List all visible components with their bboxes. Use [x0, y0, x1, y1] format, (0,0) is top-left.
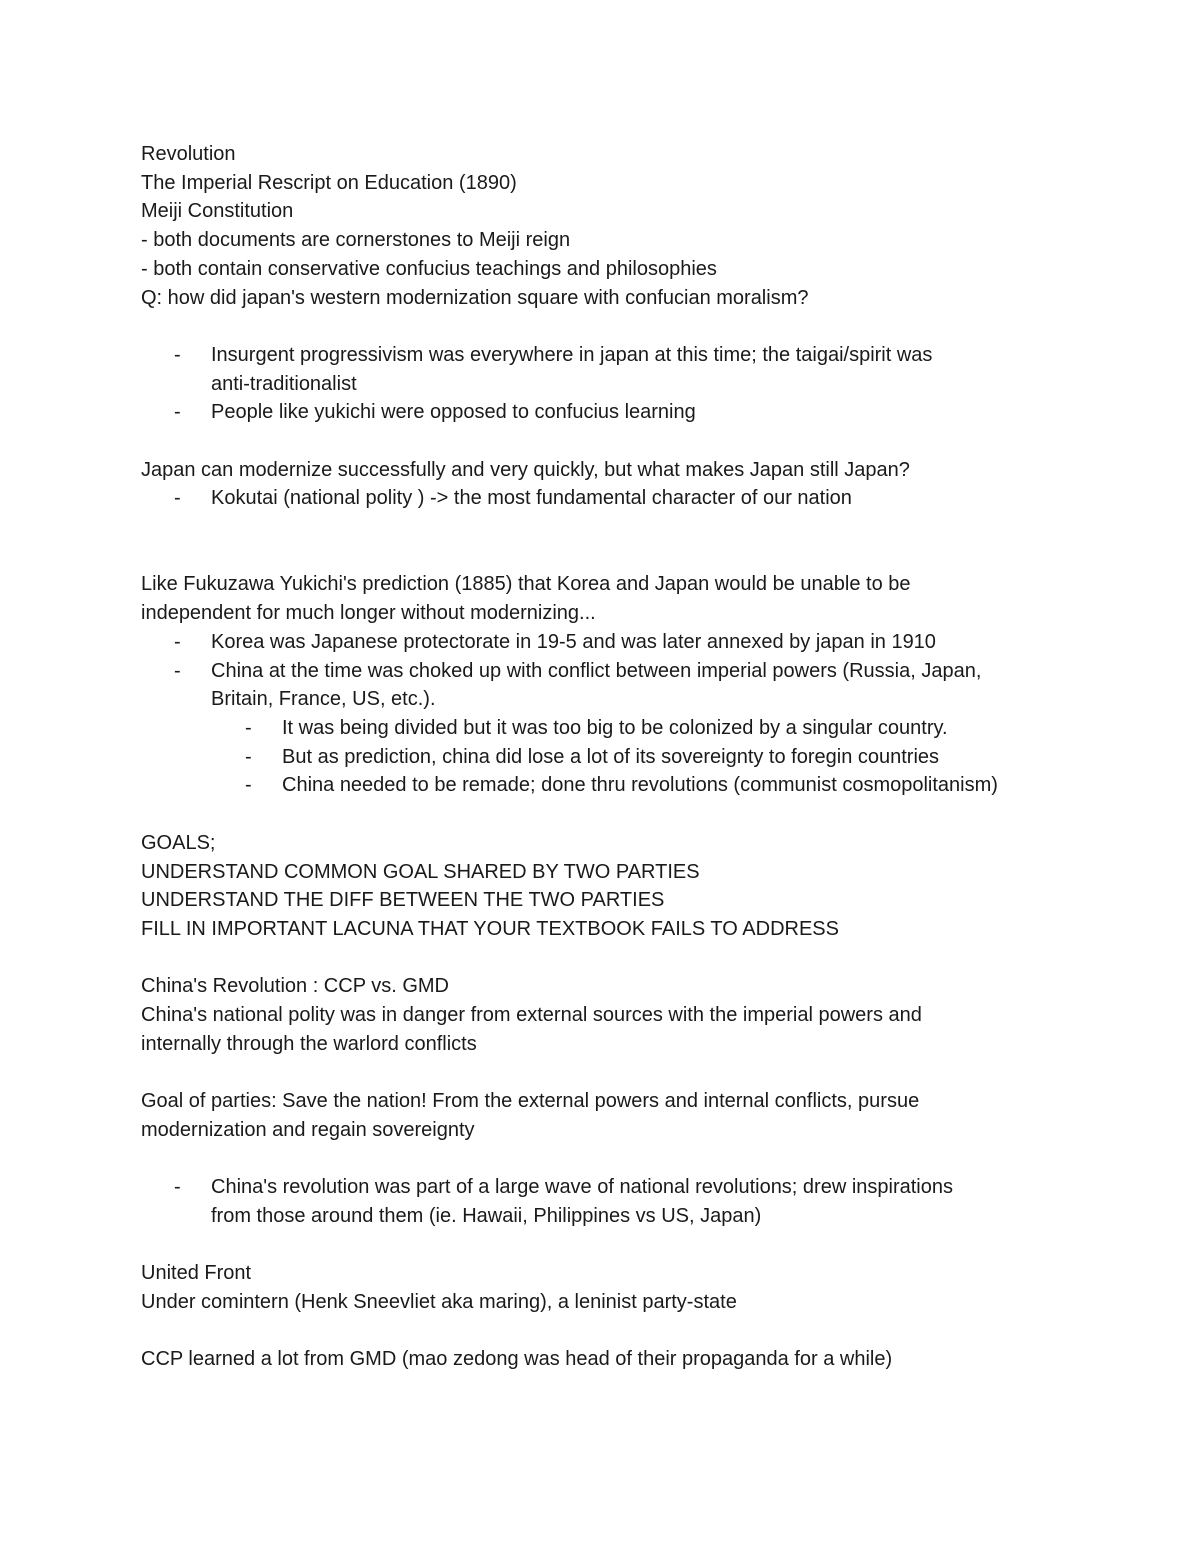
list-item: [141, 341, 1081, 398]
bullet-text: But as prediction, china did lose a lot of its sovereignty to foregin countries: [282, 745, 940, 768]
text-line: Like Fukuzawa Yukichi's prediction (1885) that Korea and Japan would be unable to be: [141, 573, 911, 596]
bullet-text-continuation: Britain, France, US, etc.).: [211, 688, 436, 711]
spacer: [141, 1231, 1081, 1260]
bullet-text-continuation: anti-traditionalist: [211, 372, 357, 395]
bullet-text: Kokutai (national polity ) -> the most fundamental character of our nation: [211, 487, 852, 510]
section-title: China's Revolution : CCP vs. GMD: [141, 975, 449, 998]
spacer: [141, 1058, 1081, 1087]
text-line: The Imperial Rescript on Education (1890): [141, 171, 517, 194]
bullet-text: It was being divided but it was too big to be colonized by a singular country.: [282, 717, 948, 739]
bullet-dash: -: [245, 717, 252, 739]
bullet-text: People like yukichi were opposed to confucius learning: [211, 401, 696, 424]
text-line: Meiji Constitution: [141, 200, 294, 223]
spacer: [141, 312, 1081, 341]
spacer: [141, 513, 1081, 542]
bullet-text: Korea was Japanese protectorate in 19-5 and was later annexed by japan in 1910: [211, 630, 936, 653]
bullet-text: China at the time was choked up with conflict between imperial powers (Russia, Japan,: [211, 659, 982, 682]
spacer: [141, 800, 1081, 829]
goal-line: UNDERSTAND COMMON GOAL SHARED BY TWO PARTIES: [141, 860, 700, 883]
bullet-dash: -: [174, 343, 181, 366]
text-line: - both contain conservative confucius teachings and philosophies: [141, 257, 717, 280]
bullet-dash: -: [245, 774, 252, 797]
bullet-text: China's revolution was part of a large wave of national revolutions; drew inspirations: [211, 1176, 953, 1199]
text-line: Under comintern (Henk Sneevliet aka maring), a leninist party-state: [141, 1290, 737, 1313]
bullet-dash: -: [174, 487, 181, 510]
spacer: [141, 944, 1081, 973]
text-line: Goal of parties: Save the nation! From the external powers and internal conflicts, pursue: [141, 1090, 920, 1113]
text-line: modernization and regain sovereignty: [141, 1118, 475, 1141]
spacer: [141, 427, 1081, 456]
sub-list-item: [141, 714, 1081, 743]
list-item: [141, 657, 1081, 714]
bullet-text: Insurgent progressivism was everywhere in japan at this time; the taigai/spirit was: [211, 343, 933, 366]
bullet-dash: -: [174, 659, 181, 682]
text-line: Q: how did japan's western modernization square with confucian moralism?: [141, 286, 809, 309]
list-item: [141, 484, 1081, 513]
sub-list-item: [141, 771, 1081, 800]
text-line: Japan can modernize successfully and very quickly, but what makes Japan still Japan?: [141, 458, 910, 481]
bullet-dash: -: [245, 745, 252, 768]
list-item: [141, 398, 1081, 427]
heading-revolution: Revolution: [141, 143, 236, 165]
bullet-text: China needed to be remade; done thru revolutions (communist cosmopolitanism): [282, 774, 998, 797]
bullet-dash: -: [174, 401, 181, 424]
list-item: [141, 1173, 1081, 1230]
document-page: [141, 140, 1081, 1374]
spacer: [141, 1317, 1081, 1346]
list-item: [141, 628, 1081, 657]
bullet-dash: -: [174, 630, 181, 653]
sub-list-item: [141, 743, 1081, 772]
goal-line: UNDERSTAND THE DIFF BETWEEN THE TWO PARTIES: [141, 889, 665, 912]
text-line: - both documents are cornerstones to Meiji reign: [141, 229, 571, 252]
text-line: CCP learned a lot from GMD (mao zedong was head of their propaganda for a while): [141, 1348, 893, 1371]
spacer: [141, 542, 1081, 571]
goal-line: FILL IN IMPORTANT LACUNA THAT YOUR TEXTBOOK FAILS TO ADDRESS: [141, 917, 839, 940]
bullet-dash: -: [174, 1176, 181, 1199]
goals-title: GOALS;: [141, 831, 216, 854]
spacer: [141, 1145, 1081, 1174]
section-title: United Front: [141, 1262, 252, 1285]
text-line: internally through the warlord conflicts: [141, 1032, 477, 1055]
text-line: independent for much longer without modernizing...: [141, 602, 596, 625]
text-line: China's national polity was in danger from external sources with the imperial powers and: [141, 1004, 922, 1026]
bullet-text-continuation: from those around them (ie. Hawaii, Philippines vs US, Japan): [211, 1204, 762, 1227]
